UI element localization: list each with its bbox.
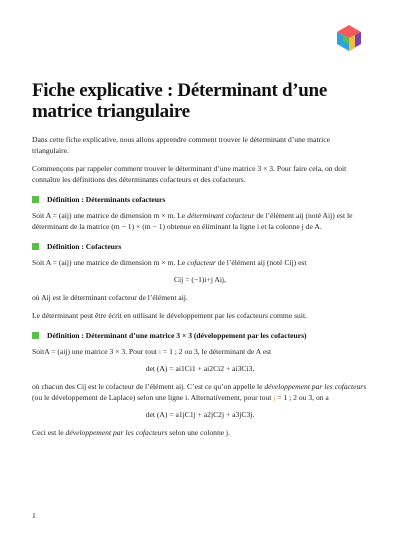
closing-paragraph: Ceci est le développement par les cofacteurs selon une colonne j.: [32, 428, 231, 437]
definition-heading-2: [32, 242, 368, 251]
green-square-icon: [32, 332, 39, 339]
definition-title: Définition : Déterminant d’une matrice 3 × 3 (développement par les cofacteurs): [47, 331, 307, 340]
definition-heading-3: [32, 331, 368, 340]
page-title: Fiche explicative : Déterminant d’une matrice triangulaire: [32, 80, 327, 122]
definition-1-text: Soit A = (aij) une matrice de dimension m × m. Le déterminant cofacteur de l’élément aij (noté Aij) est le déterminant de la matrice (m − 1) × (m − 1) obtenue en éliminant la ligne i et la colonne j de A.: [32, 211, 353, 231]
nagwa-logo: [335, 24, 363, 52]
definition-title: Définition : Cofacteurs: [47, 242, 122, 251]
transition-paragraph: Le déterminant peut être écrit en utilisant le développement par les cofacteurs comme suit.: [32, 311, 307, 320]
page-number: 1: [32, 511, 36, 520]
column-expansion-formula: det (A) = a1jC1j + a2jC2j + a3jC3j.: [145, 410, 255, 419]
definition-2-text: Soit A = (aij) une matrice de dimension m × m. Le cofacteur de l’élément aij (noté Cij) est: [32, 258, 307, 267]
green-square-icon: [32, 196, 39, 203]
intro-paragraph: Dans cette fiche explicative, nous allons apprendre comment trouver le déterminant d’une matrice triangulaire.: [32, 135, 330, 155]
worksheet-body: [32, 80, 368, 445]
definition-title: Définition : Déterminants cofacteurs: [47, 195, 166, 204]
cofactor-formula: Cij = (−1)i+j Aij,: [173, 275, 227, 284]
definition-heading-1: [32, 195, 368, 204]
definition-3-text: où chacun des Cij est le cofacteur de l’élément aij. C’est ce qu’on appelle le développement par les cofacteurs (ou le développement de Laplace) selon une ligne i. Alternativement, pour tout j = 1 ; 2 ou 3, on a: [32, 382, 367, 402]
definition-3-line-1: SoitA = (aij) une matrice 3 × 3. Pour tout i = 1 ; 2 ou 3, le déterminant de A est: [32, 347, 272, 356]
green-square-icon: [32, 243, 39, 250]
definition-2-after: où Aij est le déterminant cofacteur de l’élément aij.: [32, 293, 188, 302]
row-expansion-formula: det (A) = ai1Ci1 + ai2Ci2 + ai3Ci3,: [145, 364, 255, 373]
lead-paragraph: Commençons par rappeler comment trouver le déterminant d’une matrice 3 × 3. Pour faire cela, on doit connaître les définitions des déterminants cofacteurs et des cofacteurs.: [32, 164, 347, 184]
